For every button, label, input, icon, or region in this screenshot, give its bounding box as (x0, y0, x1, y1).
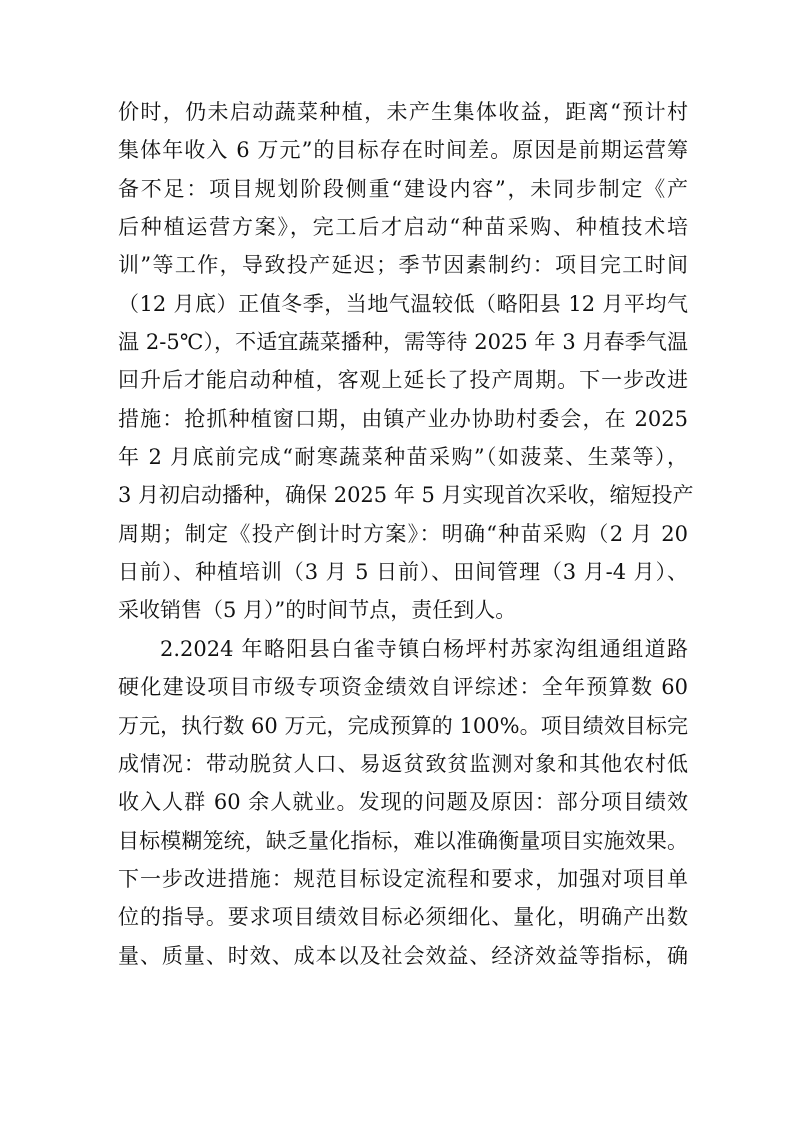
text-line: 收入人群 60 余人就业。发现的问题及原因：部分项目绩效 (118, 790, 688, 815)
text-line: 回升后才能启动种植，客观上延长了投产周期。下一步改进 (118, 368, 688, 393)
text-line: 目标模糊笼统，缺乏量化指标，难以准确衡量项目实施效果。 (118, 828, 688, 853)
text-line: 年 2 月底前完成“耐寒蔬菜种苗采购”（如菠菜、生菜等）， (118, 445, 688, 470)
text-line: 下一步改进措施：规范目标设定流程和要求，加强对项目单 (118, 866, 688, 891)
text-line: 硬化建设项目市级专项资金绩效自评综述：全年预算数 60 (118, 675, 688, 700)
text-line: 成情况：带动脱贫人口、易返贫致贫监测对象和其他农村低 (118, 751, 688, 776)
text-line: 措施：抢抓种植窗口期，由镇产业办协助村委会，在 2025 (118, 406, 688, 431)
text-line: 训”等工作，导致投产延迟；季节因素制约：项目完工时间 (118, 253, 688, 278)
text-line: 日前）、种植培训（3 月 5 日前）、田间管理（3 月-4 月）、 (118, 560, 688, 585)
text-line: 温 2-5℃），不适宜蔬菜播种，需等待 2025 年 3 月春季气温 (118, 330, 688, 355)
body-text (118, 93, 694, 975)
text-line: 3 月初启动播种，确保 2025 年 5 月实现首次采收，缩短投产 (118, 483, 694, 508)
text-line: 集体年收入 6 万元”的目标存在时间差。原因是前期运营筹 (118, 138, 688, 163)
text-line: 量、质量、时效、成本以及社会效益、经济效益等指标，确 (118, 943, 688, 968)
text-line: 后种植运营方案》，完工后才启动“种苗采购、种植技术培 (118, 215, 688, 240)
text-line: 备不足：项目规划阶段侧重“建设内容”，未同步制定《产 (118, 176, 688, 201)
paragraph-end-line: 采收销售（5 月）”的时间节点，责任到人。 (118, 598, 517, 623)
text-line: 万元，执行数 60 万元，完成预算的 100%。项目绩效目标完 (118, 713, 688, 738)
text-line: 位的指导。要求项目绩效目标必须细化、量化，明确产出数 (118, 905, 688, 930)
text-line: （12 月底）正值冬季，当地气温较低（略阳县 12 月平均气 (118, 291, 688, 316)
text-line: 价时，仍未启动蔬菜种植，未产生集体收益，距离“预计村 (118, 100, 688, 124)
paragraph-start-line: 2.2024 年略阳县白雀寺镇白杨坪村苏家沟组通组道路 (160, 636, 688, 661)
text-line: 周期；制定《投产倒计时方案》：明确“种苗采购（2 月 20 (118, 521, 688, 546)
